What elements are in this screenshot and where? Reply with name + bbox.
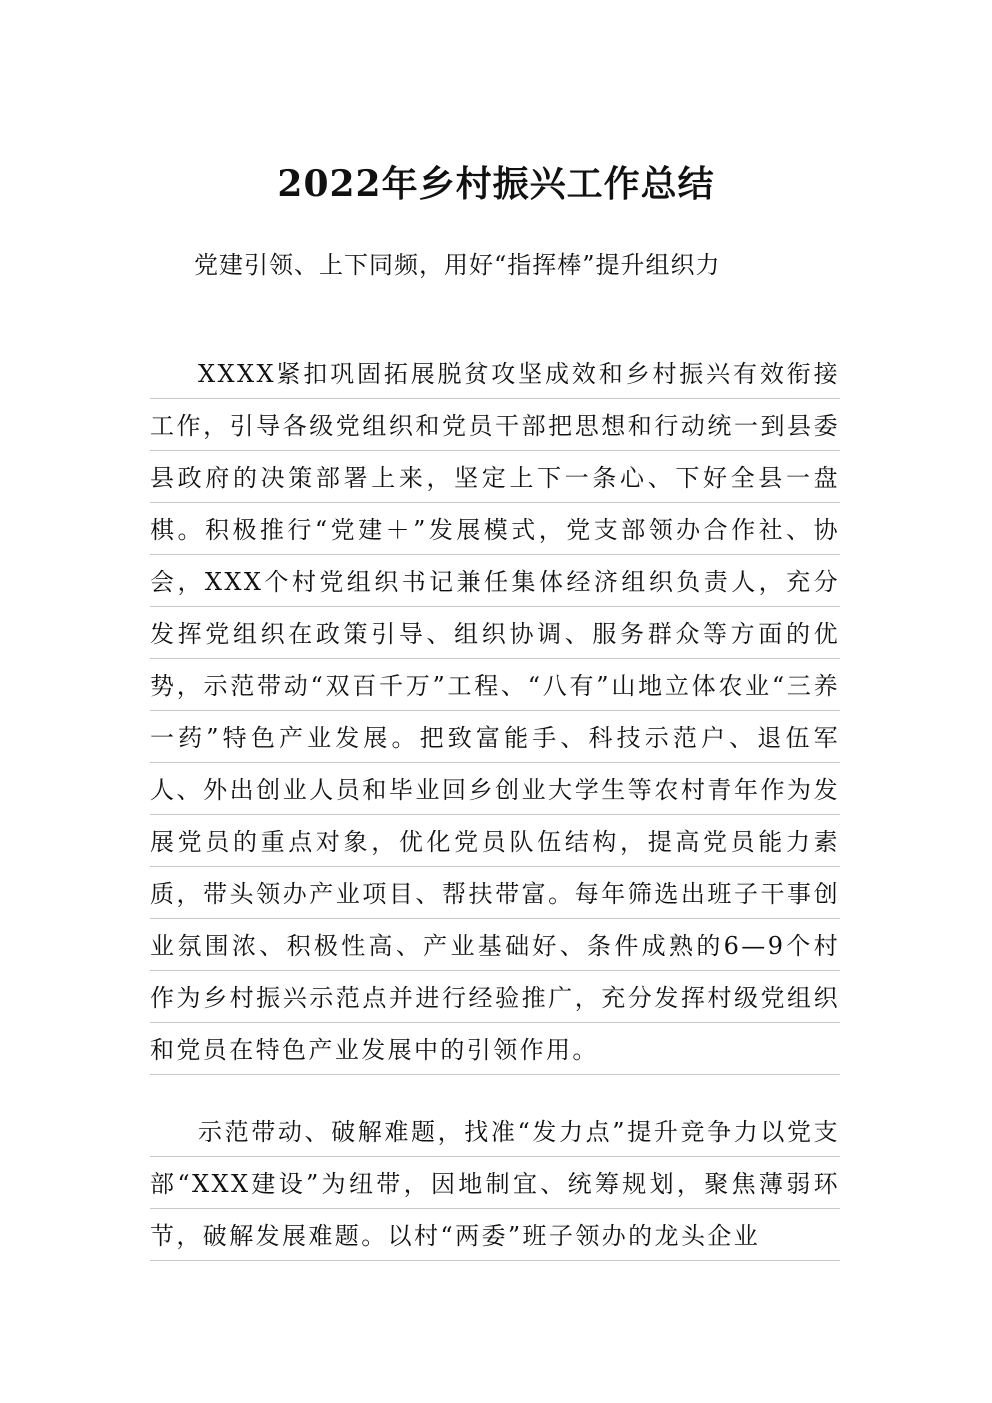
- section-heading: 党建引领、上下同频，用好“指挥棒”提升组织力: [194, 251, 721, 279]
- body-paragraph: 示范带动、破解难题，找准“发力点”提升竞争力以党支部“XXX建设”为纽带，因地制宜、统筹规划，聚焦薄弱环节，破解发展难题。以村“两委”班子领办的龙头企业: [150, 1106, 840, 1262]
- body-paragraph: XXXX紧扣巩固拓展脱贫攻坚成效和乡村振兴有效衔接工作，引导各级党组织和党员干部把思想和行动统一到县委县政府的决策部署上来，坚定上下一条心、下好全县一盘棋。积极推行“党建＋”发展模式，党支部领办合作社、协会，XXX个村党组织书记兼任集体经济组织负责人，充分发挥党组织在政策引导、组织协调、服务群众等方面的优势，示范带动“双百千万”工程、“八有”山地立体农业“三养一药”特色产业发展。把致富能手、科技示范户、退伍军人、外出创业人员和毕业回乡创业大学生等农村青年作为发展党员的重点对象，优化党员队伍结构，提高党员能力素质，带头领办产业项目、帮扶带富。每年筛选出班子干事创业氛围浓、积极性高、产业基础好、条件成熟的6—9个村作为乡村振兴示范点并进行经验推广，充分发挥村级党组织和党员在特色产业发展中的引领作用。: [150, 348, 840, 1076]
- document-title: 2022年乡村振兴工作总结: [277, 163, 715, 205]
